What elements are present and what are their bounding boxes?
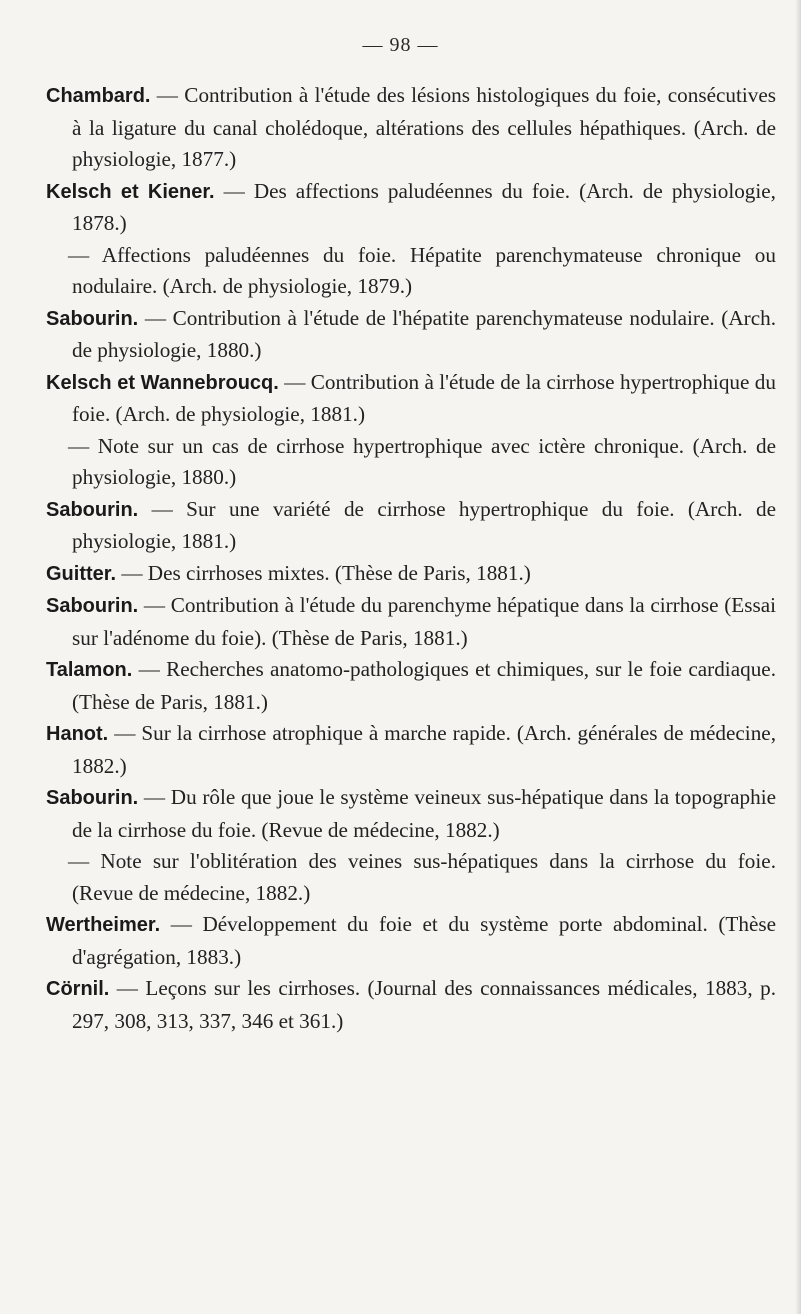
entry-author: Chambard. <box>46 85 151 107</box>
entry-text: — Développement du foie et du système porte abdominal. (Thèse d'agrégation, 1883.) <box>72 912 776 969</box>
bibliography-entry <box>46 654 776 718</box>
entry-text: — Contribution à l'étude de la cirrhose hypertrophique du foie. (Arch. de physiologie, 1881.) <box>72 369 776 426</box>
entry-author: Sabourin. <box>46 498 139 521</box>
bibliography-list <box>46 80 776 1037</box>
bibliography-entry <box>46 176 776 240</box>
bibliography-entry <box>46 590 776 654</box>
entry-text: — Note sur un cas de cirrhose hypertrophique avec ictère chronique. (Arch. de physiologie, 1880.) <box>68 433 776 489</box>
entry-author: Wertheimer. <box>46 914 161 936</box>
bibliography-entry <box>46 909 776 973</box>
entry-text: — Contribution à l'étude du parenchyme hépatique dans la cirrhose (Essai sur l'adénome du foie). (Thèse de Paris, 1881.) <box>72 593 776 650</box>
entry-author: Kelsch et Kiener. <box>46 180 215 203</box>
bibliography-entry <box>46 558 776 591</box>
bibliography-entry <box>46 718 776 782</box>
entry-text: — Contribution à l'étude de l'hépatite parenchymateuse nodulaire. (Arch. de physiologie, 1880.) <box>72 305 776 362</box>
entry-text: — Sur la cirrhose atrophique à marche rapide. (Arch. générales de médecine, 1882.) <box>72 721 776 778</box>
entry-text: — Sur une variété de cirrhose hypertrophique du foie. (Arch. de physiologie, 1881.) <box>72 496 776 553</box>
bibliography-entry <box>46 80 776 176</box>
page-edge-shadow <box>795 0 801 1314</box>
bibliography-entry <box>46 782 776 846</box>
entry-author: Hanot. <box>46 723 109 745</box>
entry-author: Talamon. <box>46 659 133 681</box>
bibliography-entry <box>46 303 776 367</box>
entry-text: — Recherches anatomo-pathologiques et chimiques, sur le foie cardiaque. (Thèse de Paris, 1881.) <box>72 657 776 714</box>
entry-author: Cörnil. <box>46 978 110 1000</box>
entry-text: — Note sur l'oblitération des veines sus-hépatiques dans la cirrhose du foie. (Revue de médecine, 1882.) <box>68 849 776 905</box>
entry-author: Sabourin. <box>46 787 139 809</box>
entry-text: — Affections paludéennes du foie. Hépatite parenchymateuse chronique ou nodulaire. (Arch. de physiologie, 1879.) <box>68 242 776 298</box>
entry-author: Sabourin. <box>46 595 139 617</box>
entry-text: — Des affections paludéennes du foie. (Arch. de physiologie, 1878.) <box>72 178 776 235</box>
bibliography-entry <box>46 431 776 494</box>
entry-author: Guitter. <box>46 562 117 585</box>
entry-text: — Contribution à l'étude des lésions histologiques du foie, consécutives à la ligature du canal cholédoque, altérations des cellules hépathiques. (Arch. de physiologie, 1877.) <box>72 83 776 171</box>
entry-text: — Du rôle que joue le système veineux sus-hépatique dans la topographie de la cirrhose du foie. (Revue de médecine, 1882.) <box>72 785 776 842</box>
bibliography-entry <box>46 846 776 909</box>
bibliography-entry <box>46 973 776 1037</box>
entry-author: Sabourin. <box>46 307 139 330</box>
entry-text: — Des cirrhoses mixtes. (Thèse de Paris, 1881.) <box>116 560 531 585</box>
entry-author: Kelsch et Wannebroucq. <box>46 371 279 394</box>
bibliography-entry <box>46 367 776 431</box>
bibliography-entry <box>46 494 776 558</box>
entry-text: — Leçons sur les cirrhoses. (Journal des connaissances médicales, 1883, p. 297, 308, 313, 337, 346 et 361.) <box>72 976 776 1033</box>
page-number: — 98 — <box>362 34 439 56</box>
bibliography-entry <box>46 240 776 303</box>
